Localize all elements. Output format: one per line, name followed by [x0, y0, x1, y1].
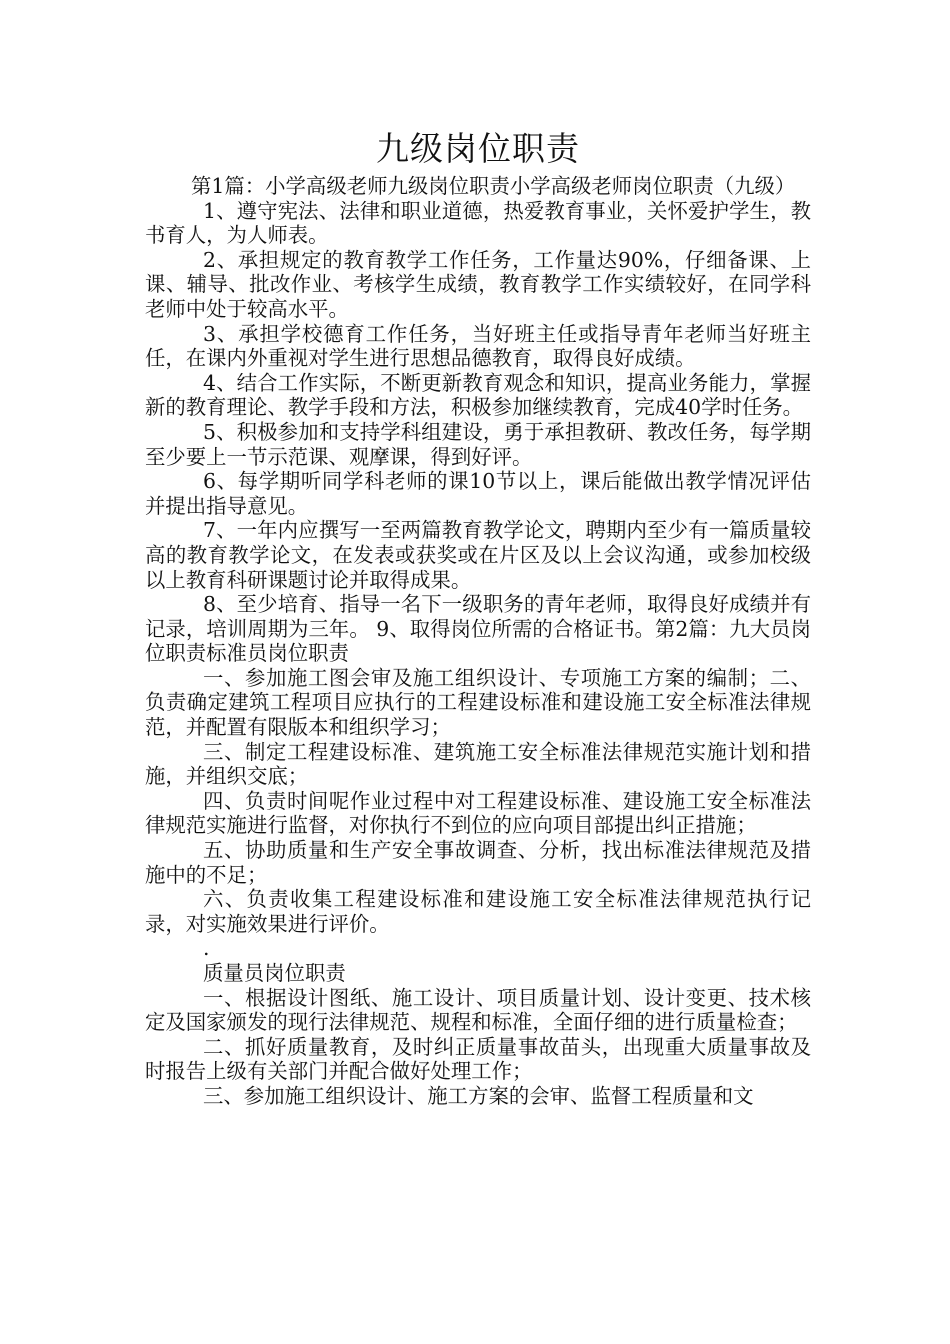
- paragraph-15: 一、根据设计图纸、施工设计、项目质量计划、设计变更、技术核定及国家颁发的现行法律规范、规程和标准，全面仔细的进行质量检查；: [145, 985, 811, 1035]
- document-page: [145, 126, 811, 1109]
- paragraph-6: 5、积极参加和支持学科组建设，勇于承担教研、教改任务，每学期至少要上一节示范课、观摩课，得到好评。: [145, 419, 811, 469]
- separator-dot: .: [203, 936, 210, 961]
- document-title: 九级岗位职责: [376, 129, 580, 168]
- paragraph-12: 四、负责时间呢作业过程中对工程建设标准、建设施工安全标准法律规范实施进行监督，对你执行不到位的应向项目部提出纠正措施；: [145, 788, 811, 838]
- paragraph-14: 六、负责收集工程建设标准和建设施工安全标准法律规范执行记录，对实施效果进行评价。: [145, 887, 811, 936]
- paragraph-4: 3、承担学校德育工作任务，当好班主任或指导青年老师当好班主任，在课内外重视对学生进行思想品德教育，取得良好成绩。: [145, 321, 811, 371]
- paragraph-17: 三、参加施工组织设计、施工方案的会审、监督工程质量和文: [203, 1083, 754, 1108]
- paragraph-13: 五、协助质量和生产安全事故调查、分析，找出标准法律规范及措施中的不足；: [145, 838, 811, 887]
- paragraph-1: 第1篇：小学高级老师九级岗位职责小学高级老师岗位职责（九级）: [191, 174, 796, 198]
- paragraph-2: 1、遵守宪法、法律和职业道德，热爱教育事业，关怀爱护学生，教书育人，为人师表。: [145, 198, 811, 248]
- paragraph-10: 一、参加施工图会审及施工组织设计、专项施工方案的编制；二、负责确定建筑工程项目应执行的工程建设标准和建设施工安全标准法律规范，并配置有限版本和组织学习；: [145, 665, 811, 740]
- paragraph-16: 二、抓好质量教育，及时纠正质量事故苗头，出现重大质量事故及时报告上级有关部门并配合做好处理工作；: [145, 1034, 811, 1084]
- paragraph-5: 4、结合工作实际，不断更新教育观念和知识，提高业务能力，掌握新的教育理论、教学手段和方法，积极参加继续教育，完成40学时任务。: [145, 370, 811, 420]
- paragraph-7: 6、每学期听同学科老师的课10节以上，课后能做出教学情况评估并提出指导意见。: [145, 469, 811, 518]
- paragraph-3: 2、承担规定的教育教学工作任务，工作量达90%，仔细备课、上课、辅导、批改作业、考核学生成绩，教育教学工作实绩较好，在同学科老师中处于较高水平。: [145, 247, 811, 321]
- paragraph-11: 三、制定工程建设标准、建筑施工安全标准法律规范实施计划和措施，并组织交底；: [145, 739, 811, 789]
- paragraph-9: 8、至少培育、指导一名下一级职务的青年老师，取得良好成绩并有记录，培训周期为三年。 9、取得岗位所需的合格证书。第2篇：九大员岗位职责标准员岗位职责: [145, 592, 811, 666]
- section-heading-quality: 质量员岗位职责: [203, 961, 346, 985]
- paragraph-8: 7、一年内应撰写一至两篇教育教学论文，聘期内至少有一篇质量较高的教育教学论文，在发表或获奖或在片区及以上会议沟通，或参加校级以上教育科研课题讨论并取得成果。: [145, 518, 811, 592]
